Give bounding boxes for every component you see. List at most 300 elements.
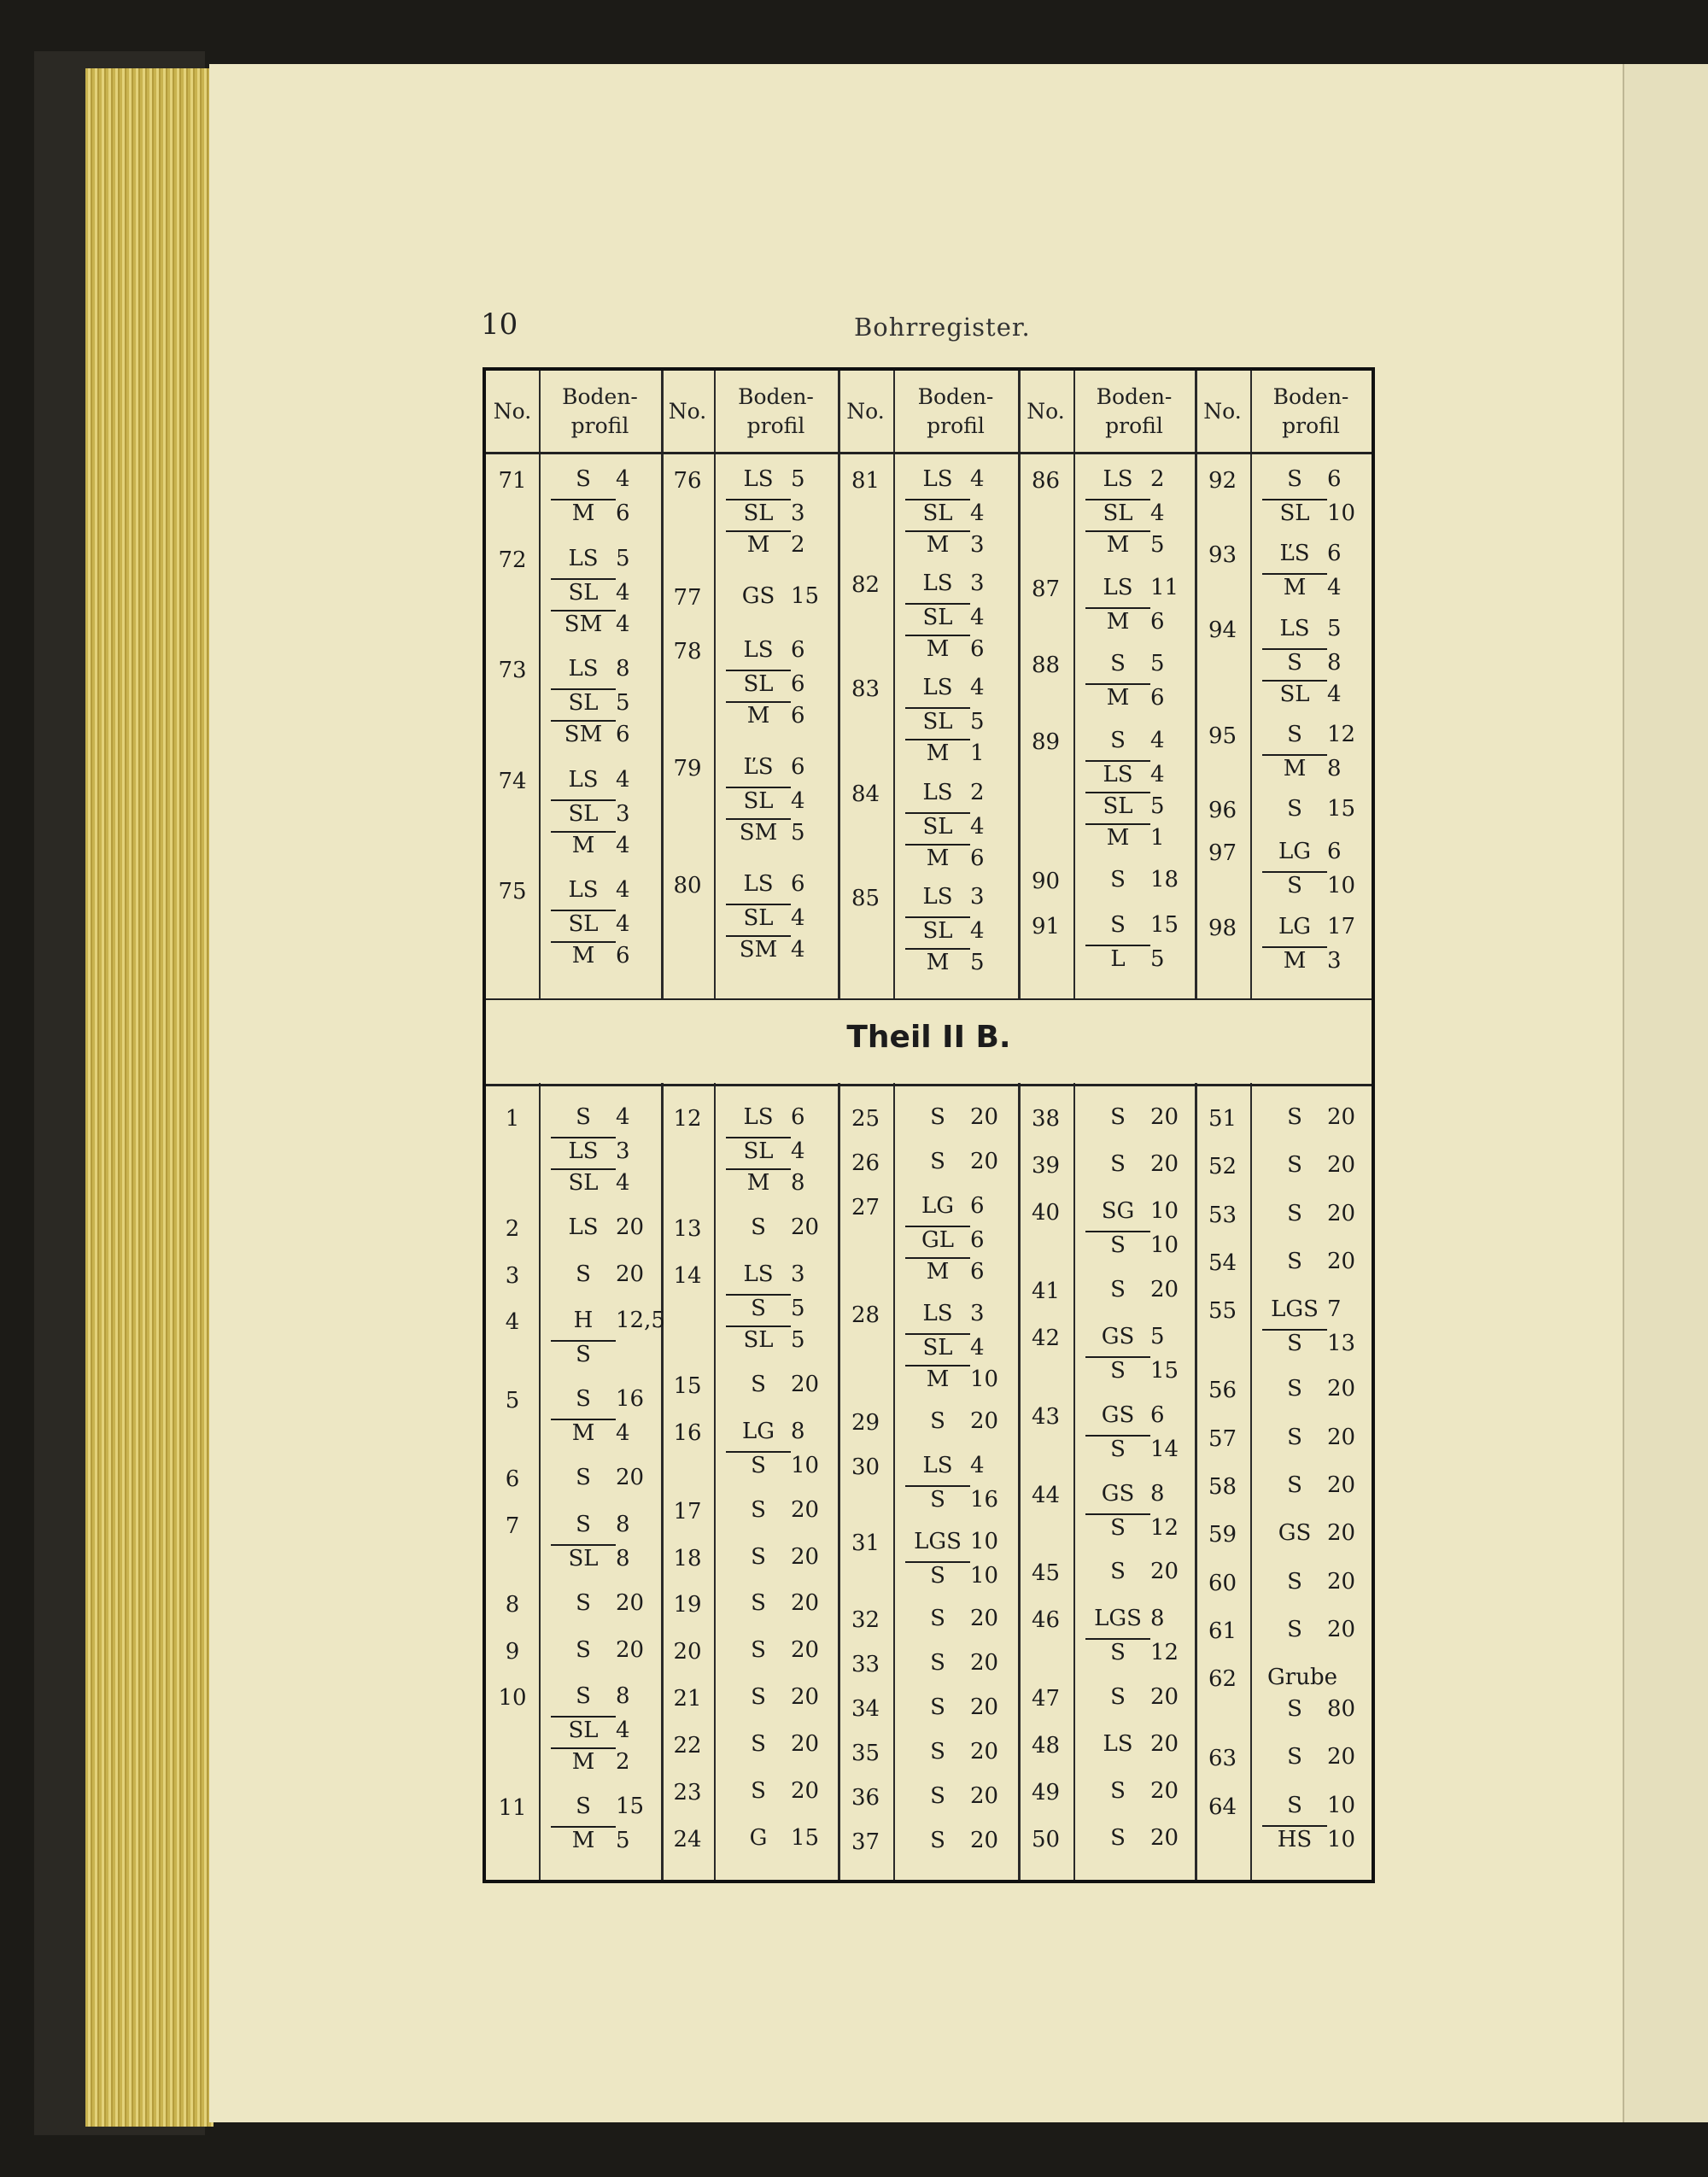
profile-layer bbox=[1085, 1353, 1198, 1384]
soil-symbol: S bbox=[576, 1465, 591, 1491]
bodenprofil-entry bbox=[905, 777, 1018, 872]
layer-thickness: 20 bbox=[791, 1496, 820, 1523]
profile-layer bbox=[726, 1165, 839, 1197]
entry-number: 90 bbox=[1031, 869, 1061, 894]
entry-number: 96 bbox=[1208, 798, 1237, 824]
profile-layer bbox=[551, 1415, 664, 1447]
profile-layer bbox=[551, 1823, 664, 1854]
layer-thickness: 3 bbox=[970, 571, 985, 597]
bodenprofil-entry bbox=[1262, 1246, 1375, 1278]
layer-thickness: 20 bbox=[1150, 1559, 1179, 1585]
soil-symbol: LGS bbox=[1094, 1606, 1142, 1632]
profile-layer bbox=[551, 1133, 664, 1165]
layer-thickness: 4 bbox=[616, 1170, 630, 1196]
profile-layer bbox=[1262, 1822, 1375, 1853]
soil-symbol: M bbox=[1085, 823, 1150, 851]
layer-thickness: 20 bbox=[616, 1465, 645, 1491]
bodenprofil-entry bbox=[905, 1406, 1018, 1437]
layer-thickness: 4 bbox=[1327, 681, 1342, 707]
soil-symbol: HS bbox=[1262, 1825, 1327, 1852]
layer-thickness: 10 bbox=[1327, 1792, 1356, 1818]
layer-thickness: 20 bbox=[1327, 1568, 1356, 1595]
layer-thickness: 4 bbox=[791, 1138, 805, 1164]
layer-thickness: 20 bbox=[970, 1782, 999, 1809]
layer-thickness: 4 bbox=[970, 605, 985, 631]
profile-layer bbox=[1262, 943, 1375, 974]
soil-symbol: SL bbox=[905, 812, 970, 840]
layer-thickness: 18 bbox=[1150, 867, 1179, 892]
profile-layer bbox=[726, 464, 839, 495]
entry-number: 37 bbox=[851, 1829, 880, 1855]
bodenprofil-entry bbox=[1085, 1729, 1198, 1760]
layer-thickness: 5 bbox=[970, 949, 985, 975]
layer-thickness: 4 bbox=[1150, 500, 1165, 526]
profile-layer bbox=[726, 666, 839, 698]
layer-thickness: 2 bbox=[616, 1749, 630, 1776]
bodenprofil-entry bbox=[551, 653, 664, 748]
soil-symbol: S bbox=[1287, 1568, 1302, 1595]
header-no-label: No. bbox=[1027, 398, 1065, 424]
bodenprofil-entry bbox=[1262, 1294, 1375, 1357]
layer-thickness: 4 bbox=[1327, 575, 1342, 601]
profile-layer bbox=[726, 1290, 839, 1322]
soil-symbol: S bbox=[576, 1104, 591, 1130]
profile-layer bbox=[726, 1588, 839, 1619]
profile-layer bbox=[1262, 645, 1375, 676]
soil-symbol: S bbox=[1110, 1276, 1126, 1302]
entry-number: 4 bbox=[505, 1309, 520, 1336]
layer-thickness: 8 bbox=[616, 1545, 630, 1571]
bodenprofil-entry bbox=[905, 672, 1018, 767]
bodenprofil-entry bbox=[726, 1212, 839, 1244]
profile-layer bbox=[1085, 1196, 1198, 1227]
soil-symbol: LS bbox=[922, 1453, 953, 1479]
profile-layer bbox=[1085, 1682, 1198, 1713]
layer-thickness: 20 bbox=[970, 1827, 999, 1853]
layer-thickness: 4 bbox=[616, 1718, 630, 1744]
bodenprofil-entry bbox=[905, 1736, 1018, 1768]
bodenprofil-entry bbox=[726, 635, 839, 729]
layer-thickness: 20 bbox=[616, 1636, 645, 1663]
entry-number: 19 bbox=[673, 1592, 702, 1618]
soil-symbol: S bbox=[930, 1827, 945, 1853]
entry-number: 86 bbox=[1031, 468, 1061, 494]
soil-symbol: S bbox=[751, 1637, 766, 1664]
soil-symbol: LG bbox=[741, 1418, 775, 1444]
soil-symbol: S bbox=[1110, 1684, 1126, 1711]
soil-symbol: LS bbox=[922, 466, 953, 492]
soil-symbol: SL bbox=[905, 916, 970, 944]
soil-symbol: LS bbox=[551, 1137, 616, 1164]
soil-symbol: S bbox=[751, 1731, 766, 1758]
layer-thickness: 3 bbox=[791, 500, 805, 526]
soil-symbol: S bbox=[1287, 1424, 1302, 1450]
profile-layer bbox=[1262, 719, 1375, 751]
header-profil-label: profil bbox=[927, 413, 985, 438]
soil-symbol: LS bbox=[743, 637, 774, 663]
entry-number: 58 bbox=[1208, 1474, 1237, 1500]
profile-layer bbox=[726, 1448, 839, 1479]
profile-layer bbox=[905, 1692, 1018, 1723]
bodenprofil-entry bbox=[726, 1369, 839, 1401]
profile-layer bbox=[551, 717, 664, 748]
soil-symbol: M bbox=[726, 530, 791, 558]
entry-number: 26 bbox=[851, 1150, 880, 1177]
soil-symbol: S bbox=[1110, 727, 1126, 753]
entry-number: 94 bbox=[1208, 617, 1237, 643]
soil-symbol: S bbox=[1262, 1329, 1327, 1356]
profile-layer bbox=[1262, 1614, 1375, 1646]
soil-symbol: LS bbox=[568, 766, 599, 793]
profile-layer bbox=[905, 881, 1018, 913]
layer-thickness: 4 bbox=[970, 1453, 985, 1479]
soil-symbol: SL bbox=[551, 1716, 616, 1743]
page-number: 10 bbox=[481, 307, 518, 342]
entry-number: 35 bbox=[851, 1740, 880, 1766]
layer-thickness: 1 bbox=[970, 740, 985, 767]
layer-thickness: 4 bbox=[791, 788, 805, 814]
profile-layer bbox=[1262, 1422, 1375, 1454]
entry-number: 42 bbox=[1031, 1325, 1061, 1351]
entry-number: 22 bbox=[673, 1733, 702, 1759]
soil-symbol: SL bbox=[551, 688, 616, 716]
layer-thickness: 10 bbox=[970, 1529, 999, 1555]
profile-layer bbox=[551, 685, 664, 717]
profile-layer bbox=[905, 913, 1018, 945]
entry-number: 41 bbox=[1031, 1278, 1061, 1304]
layer-thickness: 13 bbox=[1327, 1331, 1356, 1357]
layer-thickness: 15 bbox=[1327, 796, 1356, 822]
layer-thickness: 3 bbox=[970, 1301, 985, 1327]
soil-symbol: ĽS bbox=[743, 754, 774, 780]
profile-layer bbox=[551, 1305, 664, 1337]
column-header-bodenprofil bbox=[714, 371, 838, 452]
layer-thickness: 4 bbox=[1150, 761, 1165, 787]
bodenprofil-entry bbox=[905, 464, 1018, 559]
entry-number: 33 bbox=[851, 1651, 880, 1677]
profile-layer bbox=[905, 631, 1018, 663]
profile-layer bbox=[905, 840, 1018, 872]
layer-thickness: 5 bbox=[1150, 793, 1165, 819]
soil-symbol: S bbox=[1287, 1376, 1302, 1402]
profile-layer bbox=[1262, 1694, 1418, 1725]
layer-thickness: 4 bbox=[970, 675, 985, 701]
layer-thickness: 20 bbox=[1327, 1376, 1356, 1402]
layer-thickness: 5 bbox=[791, 1295, 805, 1321]
soil-symbol: M bbox=[905, 1257, 970, 1285]
layer-thickness: 1 bbox=[1150, 824, 1165, 851]
soil-symbol: M bbox=[551, 831, 616, 858]
entry-number: 56 bbox=[1208, 1378, 1237, 1404]
profile-layer bbox=[1085, 788, 1198, 820]
bodenprofil-entry bbox=[551, 1384, 664, 1447]
soil-symbol: LS bbox=[922, 883, 953, 910]
soil-symbol: SL bbox=[551, 799, 616, 827]
profile-layer bbox=[1085, 1274, 1198, 1306]
layer-thickness: 2 bbox=[1150, 466, 1165, 492]
layer-thickness: 6 bbox=[791, 1104, 805, 1130]
soil-symbol: M bbox=[1085, 530, 1150, 558]
soil-symbol: S bbox=[930, 1104, 945, 1130]
bodenprofil-entry bbox=[905, 1692, 1018, 1723]
soil-symbol: LG bbox=[1278, 913, 1312, 939]
soil-symbol: SL bbox=[1085, 499, 1150, 526]
soil-symbol: S bbox=[1287, 1616, 1302, 1642]
layer-thickness: 5 bbox=[1150, 1323, 1165, 1349]
bodenprofil-entry bbox=[726, 752, 839, 846]
layer-thickness: 6 bbox=[791, 754, 805, 780]
layer-thickness: 4 bbox=[616, 766, 630, 793]
soil-symbol: M bbox=[905, 1365, 970, 1392]
entry-number: 53 bbox=[1208, 1202, 1237, 1228]
entry-number: 61 bbox=[1208, 1618, 1237, 1644]
profile-layer bbox=[905, 1102, 1018, 1133]
layer-thickness: 5 bbox=[616, 690, 630, 717]
entry-number: 84 bbox=[851, 781, 880, 807]
soil-symbol: SL bbox=[726, 787, 791, 814]
entry-number: 76 bbox=[673, 468, 702, 494]
layer-thickness: 3 bbox=[616, 800, 630, 827]
soil-symbol: LS bbox=[1103, 574, 1133, 600]
entry-number: 9 bbox=[505, 1638, 520, 1665]
profile-layer bbox=[1085, 1729, 1198, 1760]
bodenprofil-entry bbox=[1085, 910, 1198, 973]
bodenprofil-entry bbox=[1262, 836, 1375, 899]
soil-symbol: S bbox=[930, 1738, 945, 1764]
profile-layer bbox=[1262, 836, 1375, 868]
bodenprofil-entry bbox=[726, 1495, 839, 1526]
entry-number: 30 bbox=[851, 1454, 880, 1481]
profile-layer bbox=[1085, 1603, 1198, 1635]
layer-thickness: 5 bbox=[1150, 945, 1165, 972]
entry-number: 11 bbox=[498, 1795, 527, 1822]
layer-thickness: 6 bbox=[970, 845, 985, 871]
layer-thickness: 15 bbox=[1150, 1357, 1179, 1384]
profile-layer bbox=[1085, 1431, 1198, 1463]
entry-number: 8 bbox=[505, 1591, 520, 1618]
layer-thickness: 80 bbox=[1327, 1696, 1356, 1723]
soil-symbol: SM bbox=[551, 720, 616, 747]
soil-symbol: SL bbox=[551, 578, 616, 606]
entry-number: 54 bbox=[1208, 1249, 1237, 1276]
profile-layer bbox=[551, 1102, 664, 1133]
soil-symbol: S bbox=[751, 1543, 766, 1570]
soil-symbol: S bbox=[930, 1605, 945, 1631]
profile-layer bbox=[905, 1825, 1018, 1857]
soil-symbol: S bbox=[1085, 1231, 1150, 1258]
soil-symbol: S bbox=[551, 1340, 616, 1367]
header-profil-label: profil bbox=[1105, 413, 1163, 438]
layer-thickness: 12 bbox=[1150, 1640, 1179, 1666]
bohrregister-table bbox=[483, 367, 1375, 1883]
bodenprofil-entry bbox=[1262, 1470, 1375, 1501]
profile-layer bbox=[551, 495, 664, 527]
layer-thickness: 15 bbox=[791, 1825, 820, 1852]
profile-layer bbox=[905, 1526, 1018, 1558]
soil-symbol: SL bbox=[726, 499, 791, 526]
soil-symbol: S bbox=[1262, 871, 1327, 898]
entry-number: 52 bbox=[1208, 1154, 1237, 1180]
profile-layer bbox=[726, 1682, 839, 1713]
entry-number: 5 bbox=[505, 1388, 520, 1414]
header-no-label: No. bbox=[493, 398, 532, 424]
entry-number: 15 bbox=[673, 1372, 702, 1399]
layer-thickness: 4 bbox=[791, 937, 805, 963]
soil-symbol: LG bbox=[921, 1193, 955, 1220]
bodenprofil-entry bbox=[551, 1588, 664, 1619]
soil-symbol: M bbox=[726, 1168, 791, 1196]
profile-layer bbox=[726, 1102, 839, 1133]
profile-layer bbox=[1262, 613, 1375, 645]
soil-symbol: LS bbox=[743, 466, 774, 492]
soil-symbol: S bbox=[1110, 867, 1126, 892]
layer-thickness: 8 bbox=[791, 1418, 805, 1444]
section-heading: Theil II B. bbox=[846, 1020, 1011, 1055]
profile-layer bbox=[1085, 1102, 1198, 1133]
soil-symbol: S bbox=[1287, 721, 1302, 747]
layer-thickness: 6 bbox=[970, 1227, 985, 1254]
entry-number: 38 bbox=[1031, 1106, 1061, 1132]
entry-number: 17 bbox=[673, 1498, 702, 1524]
entry-number: 59 bbox=[1208, 1522, 1237, 1548]
profile-layer bbox=[726, 1259, 839, 1290]
soil-symbol: SL bbox=[1262, 499, 1327, 526]
profile-layer bbox=[1085, 1510, 1198, 1542]
profile-layer bbox=[551, 906, 664, 938]
layer-thickness: 8 bbox=[1150, 1480, 1165, 1507]
entry-number: 1 bbox=[505, 1106, 520, 1132]
bodenprofil-entry bbox=[905, 1647, 1018, 1679]
profile-layer bbox=[551, 764, 664, 796]
layer-thickness: 6 bbox=[1150, 1402, 1165, 1428]
bodenprofil-entry bbox=[1085, 1149, 1198, 1180]
layer-thickness: 4 bbox=[970, 1335, 985, 1361]
bodenprofil-entry bbox=[551, 1259, 664, 1290]
profile-layer bbox=[551, 875, 664, 906]
layer-thickness: 8 bbox=[1327, 649, 1342, 676]
layer-thickness: 12 bbox=[1150, 1514, 1179, 1541]
profile-layer bbox=[905, 1361, 1018, 1393]
profile-layer bbox=[551, 543, 664, 575]
layer-thickness: 4 bbox=[616, 832, 630, 858]
entry-number: 85 bbox=[851, 885, 880, 911]
header-boden-label: Boden- bbox=[917, 383, 994, 409]
soil-symbol: S bbox=[1287, 1248, 1302, 1274]
soil-symbol: SM bbox=[551, 610, 616, 637]
entry-number: 82 bbox=[851, 572, 880, 599]
layer-thickness: 20 bbox=[1327, 1744, 1356, 1770]
layer-thickness: 20 bbox=[1327, 1200, 1356, 1226]
profile-layer bbox=[1262, 1102, 1375, 1133]
layer-thickness: 20 bbox=[1327, 1520, 1356, 1547]
column-divider bbox=[1250, 371, 1252, 1880]
profile-layer bbox=[726, 1212, 839, 1244]
profile-layer bbox=[1085, 1227, 1198, 1259]
profile-layer bbox=[1085, 680, 1198, 711]
bodenprofil-entry bbox=[1085, 864, 1198, 896]
soil-symbol: S bbox=[1110, 1104, 1126, 1130]
layer-thickness: 20 bbox=[791, 1371, 820, 1397]
layer-thickness: 20 bbox=[1327, 1472, 1356, 1498]
soil-symbol: H bbox=[573, 1308, 594, 1334]
bodenprofil-entry bbox=[905, 881, 1018, 976]
bodenprofil-entry bbox=[551, 464, 664, 527]
soil-symbol: GL bbox=[905, 1226, 970, 1253]
layer-thickness: 20 bbox=[791, 1731, 820, 1758]
soil-symbol: S bbox=[930, 1694, 945, 1720]
profile-layer bbox=[1262, 1246, 1375, 1278]
layer-thickness: 5 bbox=[616, 545, 630, 571]
bodenprofil-entry bbox=[726, 1102, 839, 1197]
soil-symbol: S bbox=[751, 1684, 766, 1711]
bodenprofil-entry bbox=[1262, 1373, 1375, 1405]
bodenprofil-entry bbox=[551, 1635, 664, 1666]
soil-symbol: S bbox=[1110, 1778, 1126, 1805]
soil-symbol: GS bbox=[741, 583, 775, 609]
profile-layer bbox=[1262, 1790, 1375, 1822]
layer-thickness: 8 bbox=[1327, 755, 1342, 781]
soil-symbol: M bbox=[726, 701, 791, 729]
profile-layer bbox=[551, 575, 664, 606]
layer-thickness: 10 bbox=[1150, 1197, 1179, 1224]
bodenprofil-entry bbox=[905, 568, 1018, 663]
profile-layer bbox=[905, 1603, 1018, 1635]
layer-thickness: 8 bbox=[616, 656, 630, 682]
soil-symbol: M bbox=[551, 1747, 616, 1775]
layer-thickness: 6 bbox=[791, 703, 805, 729]
layer-thickness: 10 bbox=[1327, 873, 1356, 899]
bodenprofil-entry bbox=[1085, 1776, 1198, 1807]
entry-number: 73 bbox=[498, 658, 527, 684]
soil-symbol: M bbox=[905, 530, 970, 558]
profile-layer bbox=[726, 698, 839, 729]
soil-symbol: S bbox=[751, 1214, 766, 1240]
soil-symbol: LS bbox=[1085, 760, 1150, 787]
entry-number: 78 bbox=[673, 639, 702, 664]
entry-number: 36 bbox=[851, 1784, 880, 1811]
entry-number: 13 bbox=[673, 1215, 702, 1242]
soil-symbol: S bbox=[1085, 1435, 1150, 1462]
soil-symbol: S bbox=[1110, 911, 1126, 938]
profile-layer bbox=[551, 1337, 664, 1368]
profile-layer bbox=[1085, 757, 1198, 788]
soil-symbol: SL bbox=[551, 1544, 616, 1571]
layer-thickness: 17 bbox=[1327, 913, 1356, 939]
layer-thickness: 6 bbox=[791, 637, 805, 663]
layer-thickness: 5 bbox=[1150, 651, 1165, 676]
bodenprofil-entry bbox=[726, 1729, 839, 1760]
soil-symbol: ĽS bbox=[1279, 541, 1310, 567]
soil-symbol: LS bbox=[1103, 1731, 1133, 1758]
entry-number: 31 bbox=[851, 1530, 880, 1557]
header-no-label: No. bbox=[846, 398, 885, 424]
profile-layer bbox=[1085, 820, 1198, 851]
layer-thickness: 20 bbox=[970, 1605, 999, 1631]
soil-symbol: S bbox=[1287, 1152, 1302, 1179]
soil-symbol: S bbox=[576, 1794, 591, 1820]
profile-layer bbox=[551, 1259, 664, 1290]
layer-thickness: 20 bbox=[791, 1778, 820, 1805]
layer-thickness: 12,5 bbox=[616, 1308, 665, 1334]
soil-symbol: G bbox=[749, 1825, 768, 1852]
entry-number: 14 bbox=[673, 1262, 702, 1289]
profile-layer bbox=[905, 1450, 1018, 1482]
column-header-bodenprofil bbox=[539, 371, 661, 452]
layer-thickness: 20 bbox=[791, 1214, 820, 1240]
profile-layer bbox=[905, 735, 1018, 767]
profile-layer bbox=[905, 1298, 1018, 1330]
profile-layer bbox=[726, 1369, 839, 1401]
